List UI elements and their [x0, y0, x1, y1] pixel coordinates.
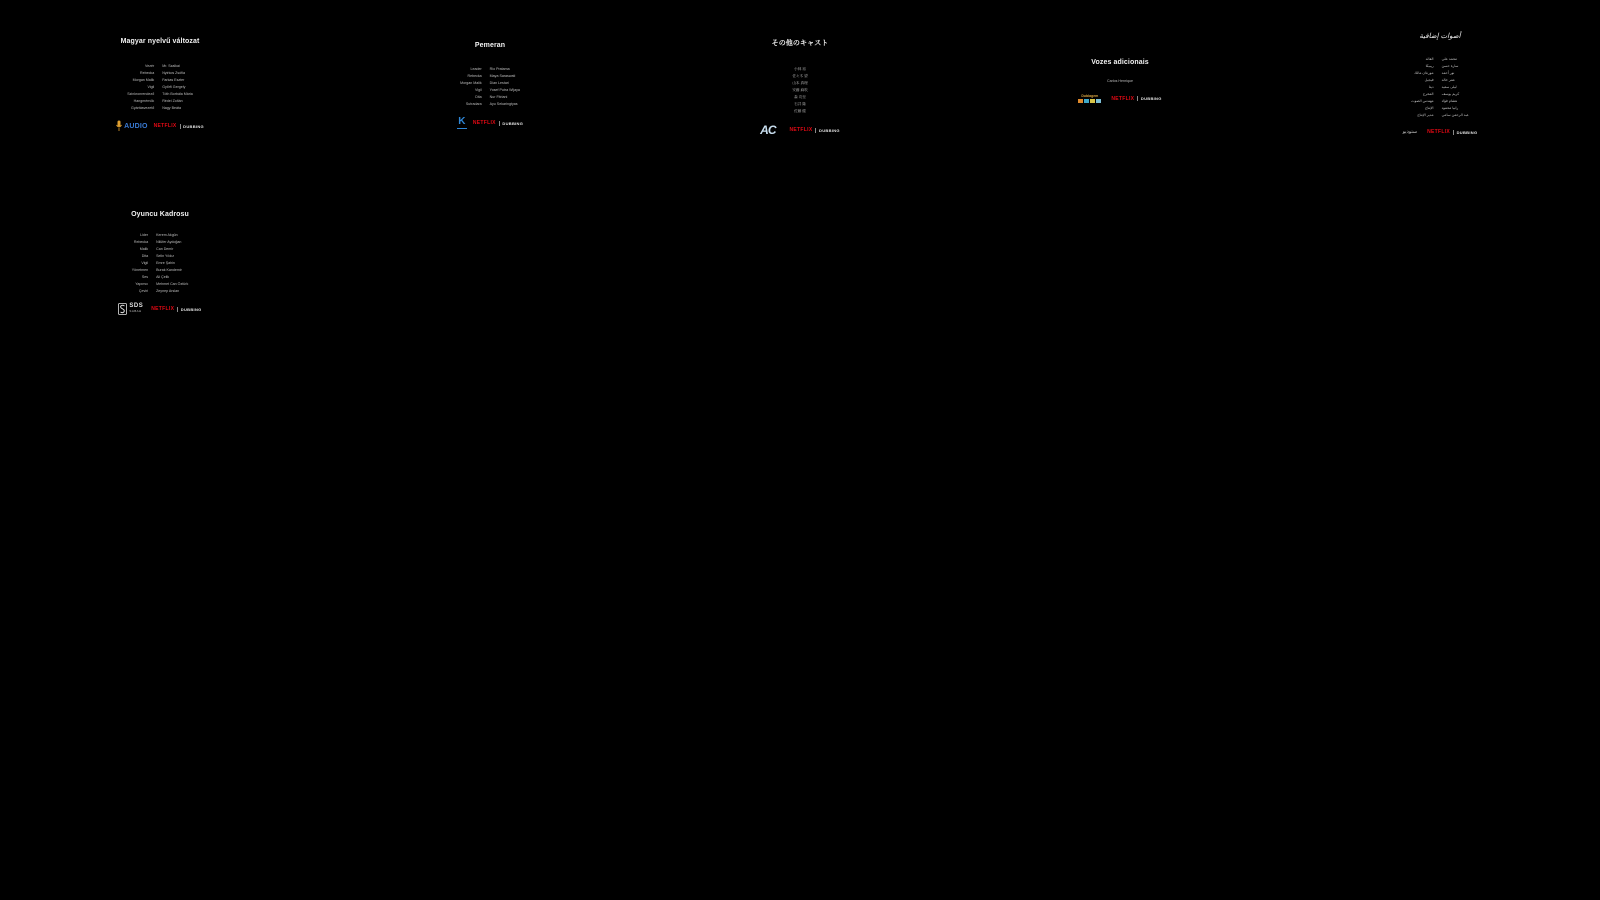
credit-role: Lider: [140, 233, 149, 237]
credit-name: Selin Yıldız: [156, 254, 175, 258]
netflix-dubbing-logo: [151, 306, 201, 312]
studio-logo-text: [129, 304, 143, 314]
credit-role: Morgan Malik: [132, 78, 155, 82]
credit-name: 安藤 麻吹: [792, 88, 808, 92]
credit-name: Dian Lestari: [489, 81, 509, 85]
netflix-dubbing-logo: [790, 127, 840, 133]
credit-name: Farkas Eszter: [162, 78, 185, 82]
studio-logo: [760, 123, 775, 137]
card-title: その他のキャスト: [771, 40, 829, 47]
logo-divider: [1137, 96, 1138, 101]
credit-role: Sutradara: [465, 102, 482, 106]
credit-name: Yosef Putra Wijaya: [489, 88, 520, 92]
studio-logo-blocks: [1078, 99, 1101, 103]
logo-row: [1078, 94, 1161, 103]
logo-row: [760, 123, 840, 137]
studio-logo: [1078, 94, 1101, 103]
logo-row: [1403, 129, 1478, 135]
netflix-dubbing-logo: [1111, 96, 1161, 102]
logo-block: [1078, 99, 1083, 103]
credit-role: Rebecka: [140, 71, 155, 75]
credit-role: Vigil: [474, 88, 482, 92]
credit-name: 小林 裕: [794, 67, 806, 71]
credit-name: Can Demir: [156, 247, 174, 251]
logo-divider: [499, 121, 500, 126]
credit-role: ريبيكا: [1425, 64, 1434, 68]
credit-name: Ayu Sekaringtyas: [489, 102, 518, 106]
credit-name: عبد الرحمن سامي: [1441, 113, 1469, 117]
credit-role: Vezér: [145, 64, 155, 68]
card-title: Vozes adicionais: [1091, 59, 1149, 66]
credit-name: 森 功至: [794, 95, 806, 99]
card-title: Oyuncu Kadrosu: [131, 211, 189, 218]
credit-role: مورغان مالك: [1414, 71, 1434, 75]
credit-role: Leader: [470, 67, 482, 71]
credit-role: مدير الإنتاج: [1417, 113, 1434, 117]
credits-list: [1411, 57, 1469, 118]
studio-logo-label: SDS: [129, 303, 144, 310]
credit-role: ديتا: [1428, 85, 1434, 89]
credit-role: Dita: [141, 254, 149, 258]
credit-name: عمر خالد: [1441, 78, 1456, 82]
credit-role: Rebecka: [133, 240, 149, 244]
credit-role: Çeviri: [138, 289, 149, 293]
card-title: أصوات إضافية: [1419, 33, 1461, 40]
logo-divider: [815, 128, 816, 133]
credits-list: [1107, 79, 1133, 84]
netflix-wordmark: NETFLIX: [472, 120, 496, 127]
logo-divider: [177, 307, 178, 312]
credits-list: [132, 233, 189, 294]
credit-name: 石井 隆: [794, 102, 806, 106]
s-emblem-icon: [118, 303, 127, 315]
credit-name: Rio Pratama: [489, 67, 510, 71]
credit-role: Vigil: [147, 85, 155, 89]
credits-list: [460, 67, 520, 107]
logo-row: [116, 120, 204, 132]
card-title: Magyar nyelvű változat: [120, 38, 200, 45]
credit-role: فيجيل: [1424, 78, 1434, 82]
credit-name: ليلى سعيد: [1441, 85, 1457, 89]
card-title: Pemeran: [474, 42, 506, 49]
credit-name: Maya Saraswati: [489, 74, 516, 78]
credits-card-portuguese: [1050, 59, 1190, 103]
credit-name: كريم يوسف: [1441, 92, 1460, 96]
logo-block: [1096, 99, 1101, 103]
logo-divider: [180, 124, 181, 129]
credit-name: Mr. Szalkai: [162, 64, 180, 68]
logo-row: [118, 303, 201, 315]
dubbing-wordmark: DUBBING: [180, 306, 202, 312]
studio-logo: [118, 303, 143, 315]
credit-role: Ses: [141, 275, 149, 279]
credits-card-indonesian: [440, 42, 540, 129]
credit-role: المخرج: [1422, 92, 1434, 96]
credit-name: Tóth Borbála Mária: [162, 92, 193, 96]
credits-card-arabic: [1370, 32, 1510, 135]
credits-card-turkish: [110, 211, 210, 315]
credit-name: Kerem Akgün: [156, 233, 178, 237]
credit-role: Malik: [139, 247, 149, 251]
netflix-dubbing-logo: [473, 120, 523, 126]
dubbing-wordmark: DUBBING: [502, 120, 524, 126]
credits-list: [792, 67, 807, 114]
logo-block: [1090, 99, 1095, 103]
studio-logo-label: Dublagem: [1081, 94, 1099, 99]
studio-logo-label: K: [458, 116, 466, 128]
credit-name: Rédei Zoltán: [162, 99, 183, 103]
credit-name: Zeynep Arslan: [156, 289, 180, 293]
credit-name: رانيا محمود: [1441, 106, 1459, 110]
credits-card-japanese: [735, 38, 865, 137]
netflix-wordmark: NETFLIX: [789, 127, 813, 134]
netflix-wordmark: NETFLIX: [1427, 129, 1451, 136]
credit-role: الإنتاج: [1425, 106, 1434, 110]
credit-name: Ali Çelik: [156, 275, 170, 279]
studio-logo: [116, 120, 148, 132]
credit-role: Hangmérnök: [133, 99, 155, 103]
credit-role: Morgan Malik: [460, 81, 482, 85]
netflix-wordmark: NETFLIX: [151, 306, 175, 313]
credits-list: [127, 64, 193, 111]
credit-name: Nur Fitriani: [489, 95, 508, 99]
credit-name: سارة حسن: [1441, 64, 1459, 68]
dubbing-wordmark: DUBBING: [1140, 96, 1162, 102]
credit-role: Gyártásvezető: [131, 106, 155, 110]
credit-role: القائد: [1425, 57, 1434, 61]
studio-logo: [1403, 129, 1417, 135]
credit-role: Szinkronrendező: [127, 92, 155, 96]
credit-name: Burak Kandemir: [156, 268, 182, 272]
credit-role: Dita: [475, 95, 482, 99]
logo-block: [1084, 99, 1089, 103]
studio-logo: [457, 117, 467, 129]
credit-name: Nyirkos Zsófia: [162, 71, 185, 75]
credit-role: Rebecka: [467, 74, 482, 78]
credit-role: مهندس الصوت: [1411, 99, 1434, 103]
netflix-wordmark: NETFLIX: [1111, 95, 1135, 102]
credit-name: هشام فؤاد: [1441, 99, 1458, 103]
credit-name: Győrfi Gergely: [162, 85, 186, 89]
credit-role: Yapımcı: [135, 282, 149, 286]
microphone-icon: [116, 120, 122, 132]
netflix-wordmark: NETFLIX: [153, 123, 177, 130]
studio-logo-label: AUDIO: [124, 122, 148, 130]
studio-logo-label: ستوديو: [1402, 129, 1418, 136]
credit-name: Emre Şahin: [156, 261, 175, 265]
credit-name: Nagy Beáta: [162, 106, 181, 110]
dubbing-wordmark: DUBBING: [1456, 129, 1478, 135]
dubbing-wordmark: DUBBING: [819, 127, 840, 133]
logo-divider: [1453, 130, 1454, 135]
credit-name: 佐々木 望: [792, 74, 808, 78]
studio-logo-sub: SABAH: [129, 309, 142, 314]
credit-name: 佐藤 健: [794, 109, 806, 113]
credits-card-hungarian: [110, 38, 210, 132]
dubbing-wordmark: DUBBING: [183, 123, 204, 129]
netflix-dubbing-logo: [154, 123, 204, 129]
credit-name: Carlos Henrique: [1107, 79, 1133, 83]
credit-name: Mehmet Can Öztürk: [156, 282, 189, 286]
credit-role: Vigil: [141, 261, 149, 265]
credit-name: محمد علي: [1441, 57, 1458, 61]
netflix-dubbing-logo: [1427, 129, 1477, 135]
credit-name: Nilüfer Aydoğan: [156, 240, 182, 244]
studio-logo-label: AC: [760, 123, 776, 138]
credit-role: Yönetmen: [131, 268, 149, 272]
studio-logo-underline: [457, 128, 467, 129]
credit-name: نور أحمد: [1441, 71, 1455, 75]
logo-row: [457, 117, 523, 129]
credit-name: 山本 真理: [792, 81, 808, 85]
